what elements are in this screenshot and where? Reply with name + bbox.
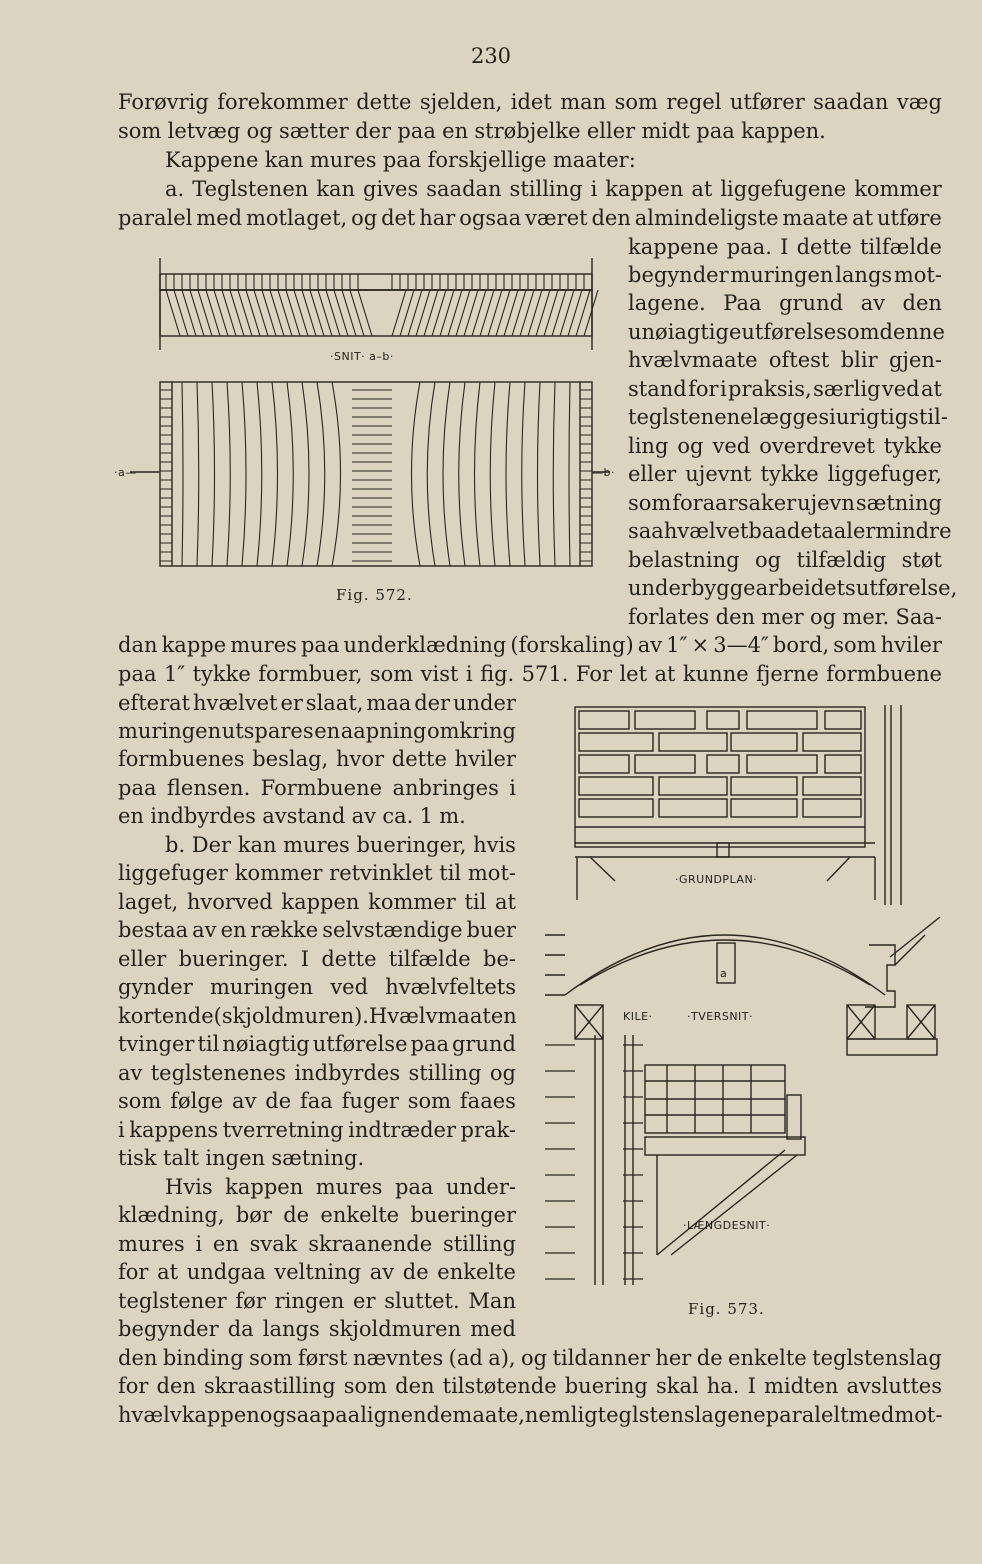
text-line: bestaa av en række selvstændige buer — [118, 918, 516, 942]
text-line: dan kappe mures paa underklædning (forskaling) av 1″ × 3—4″ bord, som hviler — [118, 633, 942, 657]
text-line: stand for i praksis, særlig ved at — [628, 377, 942, 401]
text-line: som følge av de faa fuger som faaes — [118, 1089, 516, 1113]
text-line: tvinger til nøiagtig utførelse paa grund — [118, 1032, 516, 1056]
text-line: paa 1″ tykke formbuer, som vist i fig. 571. For let at kunne fjerne formbuene — [118, 662, 942, 686]
text-line: Kappene kan mures paa forskjellige maater: — [165, 148, 636, 172]
text-line: mures i en svak skraanende stilling — [118, 1232, 516, 1256]
text-line: Hvis kappen mures paa under- — [165, 1175, 516, 1199]
text-line: som letvæg og sætter der paa en strøbjelke eller midt paa kappen. — [118, 119, 826, 143]
text-line: en indbyrdes avstand av ca. 1 m. — [118, 804, 466, 828]
text-line: lagene. Paa grund av den — [628, 291, 942, 315]
label-tversnit: ·TVERSNIT· — [687, 1010, 754, 1023]
text-line: efterat hvælvet er slaat, maa der under — [118, 691, 516, 715]
text-line: muringen utspares en aapning omkring — [118, 719, 516, 743]
text-line: paralel med motlaget, og det har ogsaa været den almindeligste maate at utføre — [118, 206, 942, 230]
text-line: eller ujevnt tykke liggefuger, — [628, 462, 942, 486]
label-laengdesnit: ·LÆNGDESNIT· — [683, 1219, 771, 1232]
text-line: formbuenes beslag, hvor dette hviler — [118, 747, 516, 771]
text-line: saa hvælvet baade taaler mindre — [628, 519, 952, 543]
figure-572-vault-brick-pattern — [114, 250, 620, 595]
label-a: ·a— — [114, 466, 137, 479]
text-line: tisk talt ingen sætning. — [118, 1146, 365, 1170]
text-line: b. Der kan mures bueringer, hvis — [165, 833, 516, 857]
text-line: begynder muringen langs mot- — [628, 263, 942, 287]
text-line: a. Teglstenen kan gives saadan stilling i kappen at liggefugene kommer — [165, 177, 942, 201]
text-line: som foraarsaker ujevn sætning — [628, 491, 942, 515]
text-line: paa flensen. Formbuene anbringes i — [118, 776, 516, 800]
text-line: ling og ved overdrevet tykke — [628, 434, 942, 458]
text-line: laget, hvorved kappen kommer til at — [118, 890, 516, 914]
text-line: eller bueringer. I dette tilfælde be- — [118, 947, 516, 971]
text-line: belastning og tilfældig støt — [628, 548, 942, 572]
label-grundplan: ·GRUNDPLAN· — [675, 873, 758, 886]
label-b: —b· — [592, 466, 615, 479]
text-line: av teglstenenes indbyrdes stilling og — [118, 1061, 516, 1085]
text-line: hvælvmaate oftest blir gjen- — [628, 348, 942, 372]
text-line: unøiagtige utførelse som denne — [628, 320, 945, 344]
text-line: kortende (skjoldmuren). Hvælvmaaten — [118, 1004, 517, 1028]
section-label: ·SNIT· a–b· — [330, 350, 394, 363]
figure-573-caption: Fig. 573. — [688, 1300, 765, 1318]
text-line: begynder da langs skjoldmuren med — [118, 1317, 516, 1341]
text-line: teglstener før ringen er sluttet. Man — [118, 1289, 516, 1313]
label-kile: KILE· — [623, 1010, 653, 1023]
label-a-small: a — [720, 967, 728, 980]
text-line: kappene paa. I dette tilfælde — [628, 235, 942, 259]
text-line: teglstenene lægges i urigtig stil- — [628, 405, 948, 429]
text-line: Forøvrig forekommer dette sjelden, idet man som regel utfører saadan væg — [118, 90, 942, 114]
page-number: 230 — [470, 44, 512, 68]
text-line: forlates den mer og mer. Saa- — [628, 605, 942, 629]
figure-573-vault-construction — [535, 695, 955, 1295]
figure-572-caption: Fig. 572. — [336, 586, 413, 604]
text-line: gynder muringen ved hvælvfeltets — [118, 975, 516, 999]
text-line: den binding som først nævntes (ad a), og tildanner her de enkelte teglstenslag — [118, 1346, 942, 1370]
text-line: for at undgaa veltning av de enkelte — [118, 1260, 516, 1284]
text-line: klædning, bør de enkelte bueringer — [118, 1203, 516, 1227]
text-line: for den skraastilling som den tilstøtende buering skal ha. I midten avsluttes — [118, 1374, 942, 1398]
text-line: i kappens tverretning indtræder prak- — [118, 1118, 516, 1142]
text-line: hvælvkappen ogsaa paa lignende maate, nemlig teglstenslagene paralelt med mot- — [118, 1403, 943, 1427]
text-line: under byggearbeidets utførelse, — [628, 576, 958, 600]
text-line: liggefuger kommer retvinklet til mot- — [118, 861, 516, 885]
